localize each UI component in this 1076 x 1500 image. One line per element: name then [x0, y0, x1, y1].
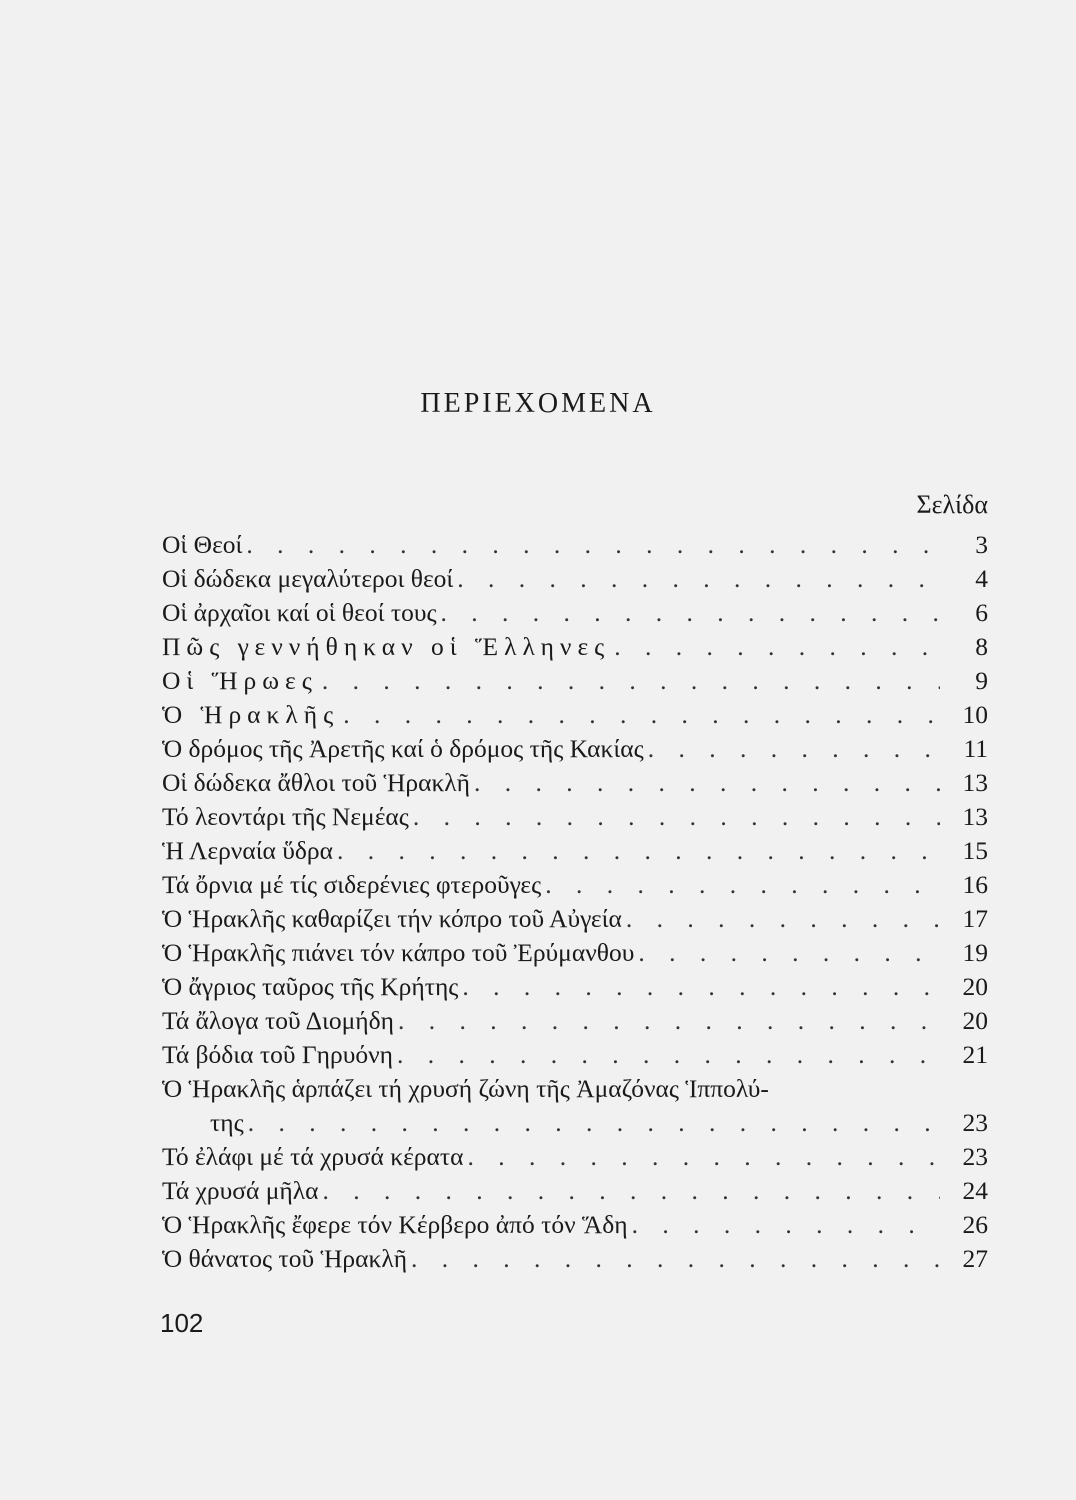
- toc-entry-page: 23: [962, 1108, 988, 1137]
- dot-leader: [457, 562, 940, 596]
- dot-leader: [248, 1106, 940, 1140]
- dot-leader: [441, 596, 940, 630]
- dot-leader: [648, 732, 940, 766]
- dot-leader: [467, 1140, 940, 1174]
- toc-entry-page: 27: [962, 1244, 988, 1273]
- toc-entry-title: Πῶς γεννήθηκαν οἱ Ἕλληνες: [162, 632, 611, 661]
- dot-leader: [411, 1242, 940, 1276]
- toc-entry: [162, 1038, 988, 1072]
- toc-entry-title: Ὁ δρόμος τῆς Ἀρετῆς καί ὁ δρόμος τῆς Κακίας: [162, 734, 644, 763]
- toc-entry-title: Οἱ δώδεκα ἄθλοι τοῦ Ἡρακλῆ: [162, 768, 471, 797]
- toc-entry-page: 9: [975, 666, 988, 695]
- dot-leader: [397, 1038, 940, 1072]
- dot-leader: [626, 902, 940, 936]
- toc-entry-title: Ὁ Ἡρακλῆς ἔφερε τόν Κέρβερο ἀπό τόν Ἅδη: [162, 1210, 628, 1239]
- toc-entry-title: Ἡ Λερναία ὕδρα: [162, 836, 334, 865]
- toc-entry: [162, 936, 988, 970]
- toc-entry-title: Ὁ θάνατος τοῦ Ἡρακλῆ: [162, 1244, 408, 1273]
- toc-entry-title: Τά βόδια τοῦ Γηρυόνη: [162, 1040, 393, 1069]
- toc-entry-title: της: [210, 1108, 244, 1137]
- toc-entry-page: 17: [962, 904, 988, 933]
- toc-entry-title: Ὁ Ἡρακλῆς ἁρπάζει τή χρυσή ζώνη τῆς Ἀμαζόνας Ἱππολύ-: [162, 1074, 769, 1103]
- dot-leader: [322, 1174, 940, 1208]
- toc-entry-title: Τά χρυσά μῆλα: [162, 1176, 319, 1205]
- toc-entry-page: 8: [975, 632, 988, 661]
- toc-entry: [162, 698, 988, 732]
- toc-entry: [162, 1140, 988, 1174]
- toc-entry: [162, 596, 988, 630]
- toc-entry: [162, 630, 988, 664]
- toc-entry-page: 21: [962, 1040, 988, 1069]
- toc-entry-page: 20: [962, 972, 988, 1001]
- dot-leader: [322, 664, 940, 698]
- toc-entry-title: Τό λεοντάρι τῆς Νεμέας: [162, 802, 409, 831]
- toc-entry-page: 10: [962, 700, 988, 729]
- toc-entry: [162, 732, 988, 766]
- toc-entry: [162, 868, 988, 902]
- toc-entry: [162, 800, 988, 834]
- toc-entry-page: 23: [962, 1142, 988, 1171]
- toc-entry: [162, 528, 988, 562]
- dot-leader: [545, 868, 940, 902]
- toc-entry-page: 11: [963, 734, 988, 763]
- toc-entry-page: 26: [962, 1210, 988, 1239]
- toc-entry-page: 20: [962, 1006, 988, 1035]
- toc-entry: [162, 766, 988, 800]
- toc-entry-title: Τά ὄρνια μέ τίς σιδερένιες φτεροῦγες: [162, 870, 542, 899]
- dot-leader: [398, 1004, 940, 1038]
- toc-entry-page: 15: [962, 836, 988, 865]
- toc-entry-page: 3: [975, 530, 988, 559]
- dot-leader: [474, 766, 940, 800]
- toc-entry-page: 6: [975, 598, 988, 627]
- toc-entry-title: Οἱ Θεοί: [162, 530, 243, 559]
- dot-leader: [614, 630, 940, 664]
- table-of-contents: [162, 528, 988, 1276]
- toc-entry-page: 13: [962, 802, 988, 831]
- dot-leader: [638, 936, 940, 970]
- toc-entry-first-line: [162, 1072, 988, 1106]
- toc-entry: [162, 562, 988, 596]
- toc-entry-title: Οἱ ἀρχαῖοι καί οἱ θεοί τους: [162, 598, 437, 627]
- dot-leader: [632, 1208, 940, 1242]
- toc-entry-title: Τό ἐλάφι μέ τά χρυσά κέρατα: [162, 1142, 464, 1171]
- toc-entry-page: 4: [975, 564, 988, 593]
- toc-entry-continuation: [162, 1106, 988, 1140]
- toc-entry: [162, 970, 988, 1004]
- toc-entry: [162, 1004, 988, 1038]
- toc-entry-title: Τά ἄλογα τοῦ Διομήδη: [162, 1006, 394, 1035]
- toc-entry-page: 24: [962, 1176, 988, 1205]
- page-title: ΠΕΡΙΕΧΟΜΕΝΑ: [420, 388, 656, 419]
- toc-entry: [162, 1208, 988, 1242]
- toc-entry-title: Ὁ Ἡρακλῆς: [162, 700, 340, 729]
- dot-leader: [462, 970, 940, 1004]
- dot-leader: [337, 834, 940, 868]
- toc-entry: [162, 902, 988, 936]
- toc-entry: [162, 834, 988, 868]
- page-column-header: Σελίδα: [916, 490, 988, 519]
- toc-entry-title: Οἱ δώδεκα μεγαλύτεροι θεοί: [162, 564, 454, 593]
- page-number: 102: [160, 1308, 204, 1338]
- toc-entry-page: 13: [962, 768, 988, 797]
- toc-entry-title: Οἱ Ἥρωες: [162, 666, 318, 695]
- dot-leader: [246, 528, 940, 562]
- toc-entry: [162, 1242, 988, 1276]
- dot-leader: [343, 698, 940, 732]
- toc-entry-title: Ὁ ἄγριος ταῦρος τῆς Κρήτης: [162, 972, 459, 1001]
- toc-entry-page: 16: [962, 870, 988, 899]
- toc-entry-page: 19: [962, 938, 988, 967]
- toc-entry: [162, 664, 988, 698]
- dot-leader: [413, 800, 940, 834]
- toc-entry: [162, 1174, 988, 1208]
- toc-entry-title: Ὁ Ἡρακλῆς καθαρίζει τήν κόπρο τοῦ Αὐγεία: [162, 904, 622, 933]
- toc-entry-title: Ὁ Ἡρακλῆς πιάνει τόν κάπρο τοῦ Ἐρύμανθου: [162, 938, 635, 967]
